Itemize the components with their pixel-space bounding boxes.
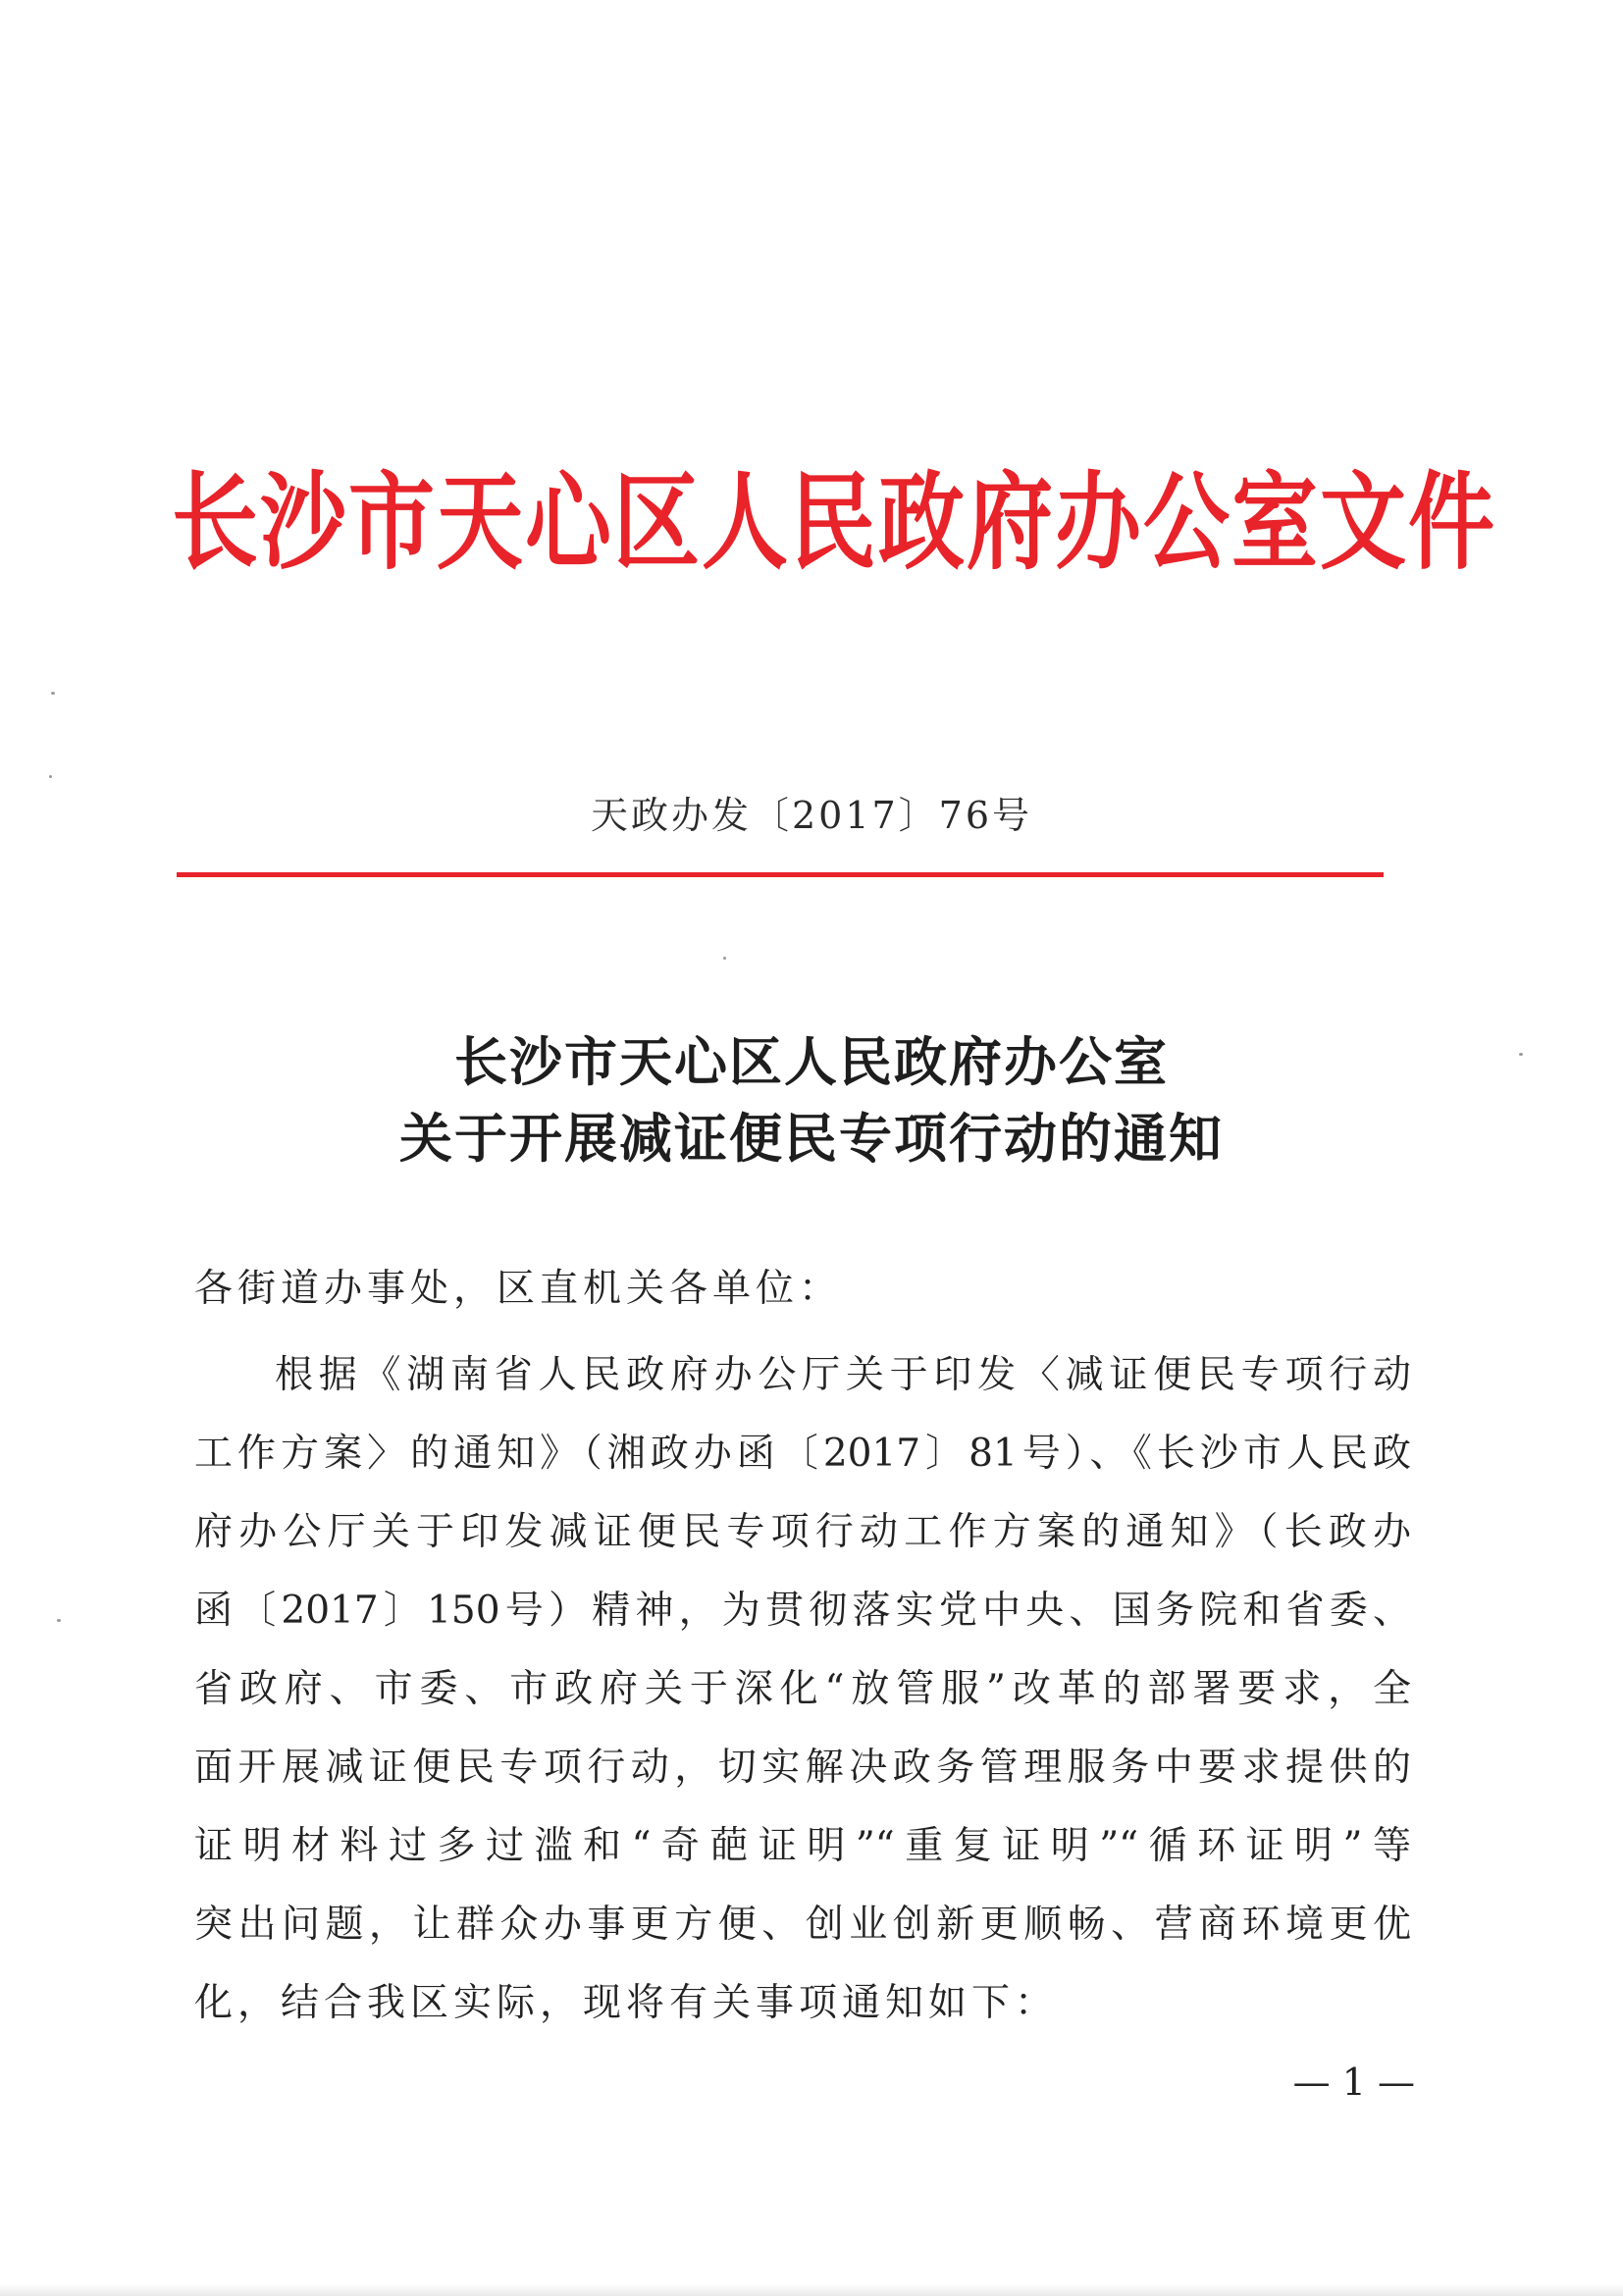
title-line-1: 长沙市天心区人民政府办公室 <box>454 1030 1169 1093</box>
title-line-2: 关于开展减证便民专项行动的通知 <box>399 1107 1224 1170</box>
scan-speck <box>51 692 55 695</box>
red-separator-rule <box>177 872 1384 877</box>
body-line: 突出问题，让群众办事更方便、创业创新更顺畅、营商环境更优 <box>194 1903 1411 1947</box>
scan-bottom-edge <box>0 2284 1623 2296</box>
body-line: 化，结合我区实际，现将有关事项通知如下： <box>194 1981 1059 2025</box>
body-paragraph <box>194 1336 1411 2043</box>
body-line: 根据《湖南省人民政府办公厅关于印发〈减证便民专项行动 <box>275 1353 1411 1397</box>
document-masthead: 长沙市天心区人民政府办公室文件 <box>172 459 1497 585</box>
scan-speck <box>1519 1053 1523 1056</box>
salutation: 各街道办事处，区直机关各单位： <box>194 1267 843 1311</box>
scan-speck <box>723 957 726 960</box>
body-line: 证明材料过多过滥和“奇葩证明”“重复证明”“循环证明”等 <box>194 1824 1411 1868</box>
scan-speck <box>57 1619 61 1622</box>
body-line: 面开展减证便民专项行动，切实解决政务管理服务中要求提供的 <box>194 1746 1411 1790</box>
body-line: 府办公厅关于印发减证便民专项行动工作方案的通知》（长政办 <box>194 1510 1411 1554</box>
page-number: — 1 — <box>1292 2061 1415 2104</box>
scan-speck <box>49 775 52 778</box>
body-line: 函〔2017〕150号）精神，为贯彻落实党中央、国务院和省委、 <box>194 1589 1411 1633</box>
document-number: 天政办发〔2017〕76号 <box>590 794 1033 837</box>
body-line: 工作方案〉的通知》（湘政办函〔2017〕81号）、《长沙市人民政 <box>194 1432 1411 1476</box>
body-line: 省政府、市委、市政府关于深化“放管服”改革的部署要求，全 <box>194 1667 1411 1711</box>
